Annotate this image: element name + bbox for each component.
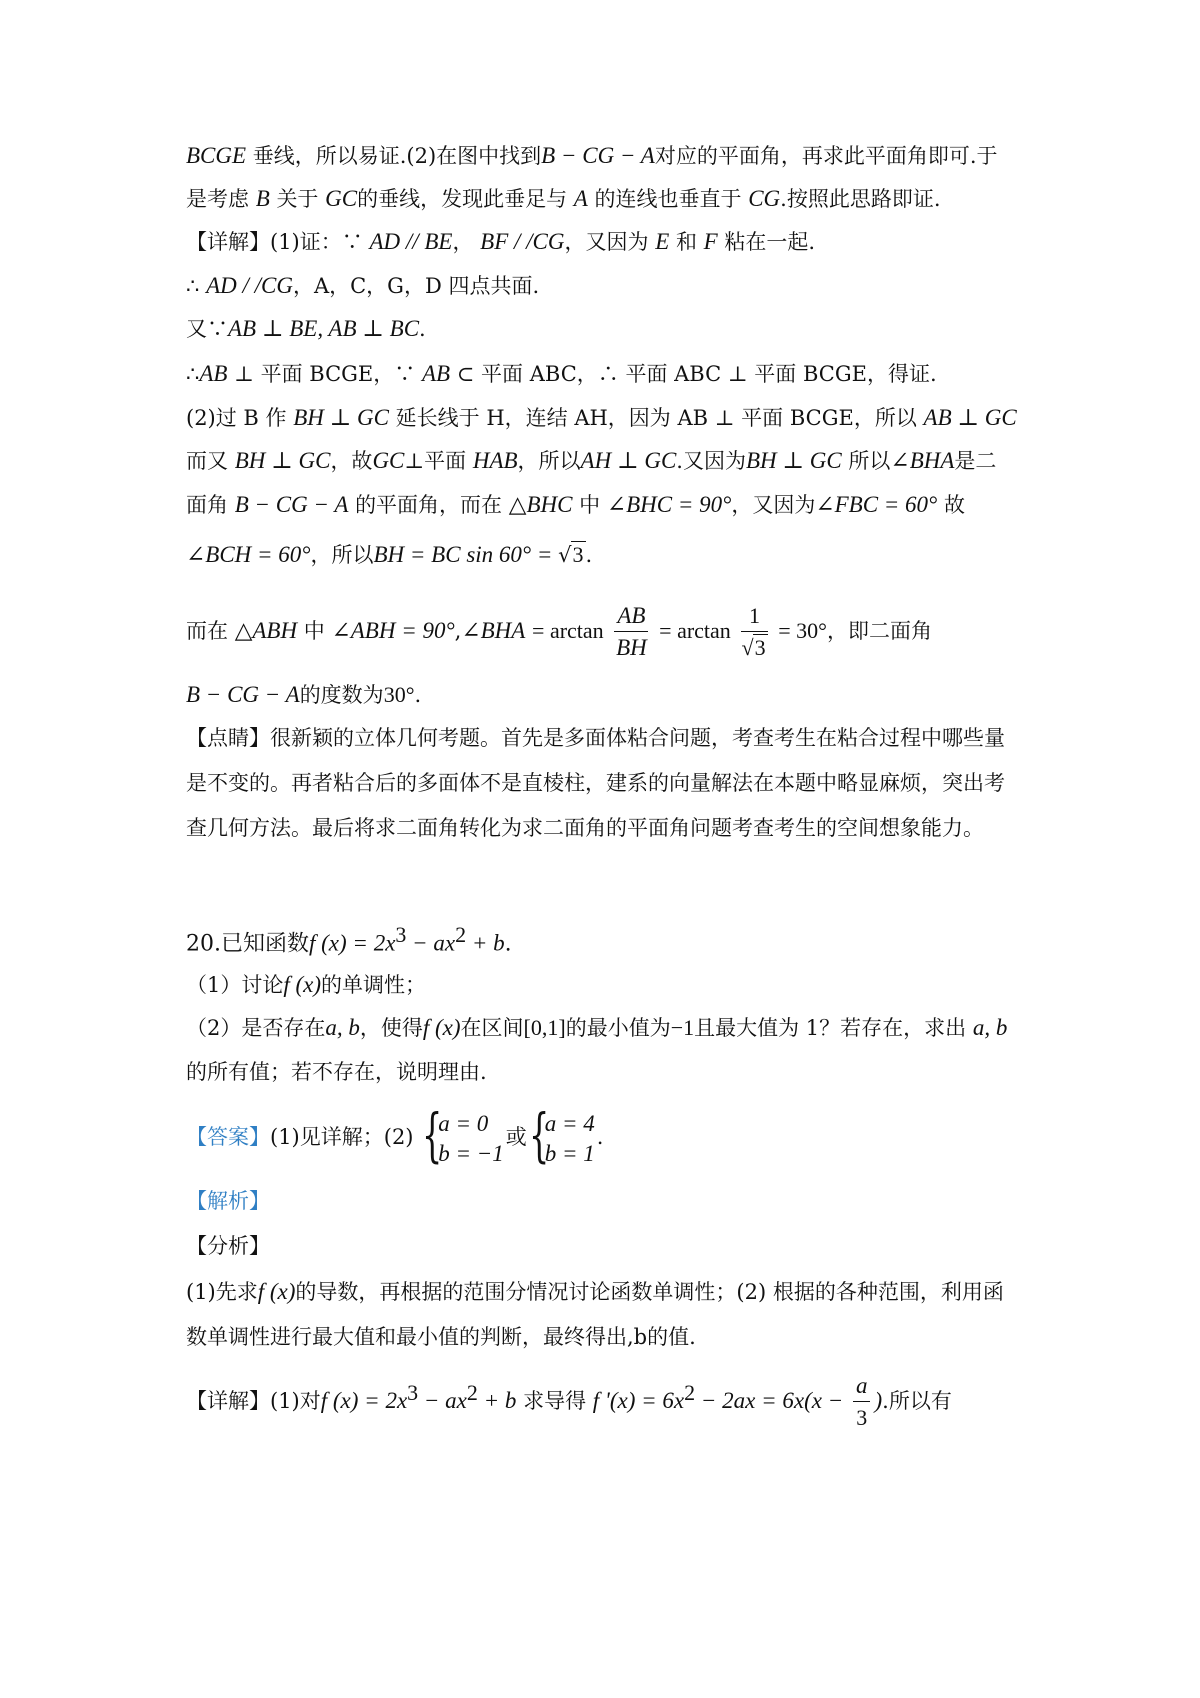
- text-line-1: BCGE 垂线，所以易证.(2)在图中找到B − CG − A对应的平面角，再求此平面角即可.于: [186, 143, 998, 168]
- fenxi-heading: 【分析】: [186, 1234, 270, 1258]
- case-system-2: { a = 4 b = 1: [528, 1100, 595, 1169]
- case-system-1: { a = 0 b = −1: [422, 1100, 504, 1169]
- fraction-ab-bh: $\frac{AB}{BH}$: [616, 603, 647, 660]
- text-line-14: 是不变的。再者粘合后的多面体不是直棱柱，建系的向量解法在本题中略显麻烦，突出考: [186, 771, 1005, 795]
- text-line-10: ∠BCH = 60°，所以BH = BC sin 60° = √3.: [186, 542, 593, 567]
- fenxi-line-2: 数单调性进行最大值和最小值的判断，最终得出,b的值.: [186, 1325, 696, 1349]
- text-line-2: 是考虑 B 关于 GC的垂线，发现此垂足与 A 的连线也垂直于 CG.按照此思路即证.: [186, 186, 941, 211]
- answer-line: 【答案】(1)见详解；(2) { a = 0 b = −1 或 { a = 4 b = 1 .: [186, 1100, 604, 1169]
- fraction-a-3: $\frac{a}{3}$: [853, 1371, 871, 1434]
- detail-line-1: 【详解】(1)对f $(x) = 2x^3 - ax^2 + b$ 求导得 f '$(x) = 6x^2 - 2ax = 6x(x$ − $\frac{a}{3}$ ).所以有: [186, 1362, 952, 1434]
- fraction-1-sqrt3: $\frac{1}{√3}$: [741, 603, 766, 660]
- fenxi-line-1: (1)先求f (x)的导数，再根据的范围分情况讨论函数单调性；(2) 根据的各种范围，利用函: [186, 1279, 1004, 1304]
- text-line-3: 【详解】(1)证：∵ AD // BE， BF / /CG，又因为 E 和 F 粘在一起.: [186, 229, 816, 254]
- question-part-2: （2）是否存在a, b，使得f (x)在区间[0,1]的最小值为−1且最大值为 1？若存在，求出 a, b: [186, 1015, 1008, 1040]
- analysis-heading: 【解析】: [186, 1189, 270, 1213]
- question-part-1: （1）讨论f (x)的单调性；: [186, 972, 427, 997]
- text-line-8: 而又 BH ⊥ GC，故GC⊥平面 HAB，所以AH ⊥ GC.又因为BH ⊥ GC 所以∠BHA是二: [186, 448, 997, 473]
- text-line-9: 面角 B − CG − A 的平面角，而在 △BHC 中 ∠BHC = 90°，又因为∠FBC = 60° 故: [186, 492, 965, 517]
- text-line-6: ∴AB ⊥ 平面 BCGE，∵ AB ⊂ 平面 ABC，∴ 平面 ABC ⊥ 平面 BCGE，得证.: [186, 361, 937, 386]
- question-part-2-cont: 的所有值；若不存在，说明理由.: [186, 1060, 487, 1084]
- text-line-12: B − CG − A的度数为30°.: [186, 682, 422, 707]
- text-line-5: 又∵AB ⊥ BE, AB ⊥ BC.: [186, 316, 426, 341]
- text-line-13: 【点睛】很新颖的立体几何考题。首先是多面体粘合问题，考查考生在粘合过程中哪些量: [186, 726, 1005, 750]
- text-line-15: 查几何方法。最后将求二面角转化为求二面角的平面角问题考查考生的空间想象能力。: [186, 816, 984, 840]
- text-line-4: ∴ AD / /CG，A，C，G，D 四点共面.: [186, 273, 540, 298]
- question-20-title: 20.已知函数f $(x) = 2x^3 - ax^2 + b$.: [186, 922, 512, 957]
- text-line-7: (2)过 B 作 BH ⊥ GC 延长线于 H，连结 AH，因为 AB ⊥ 平面 BCGE，所以 AB ⊥ GC: [186, 405, 1017, 430]
- text-line-11: 而在 △ABH 中 ∠ABH = 90°,∠BHA = arctan $\frac{AB}{BH}$ = arctan $\frac{1}{√3}$ = 30°，即二面角: [186, 600, 932, 664]
